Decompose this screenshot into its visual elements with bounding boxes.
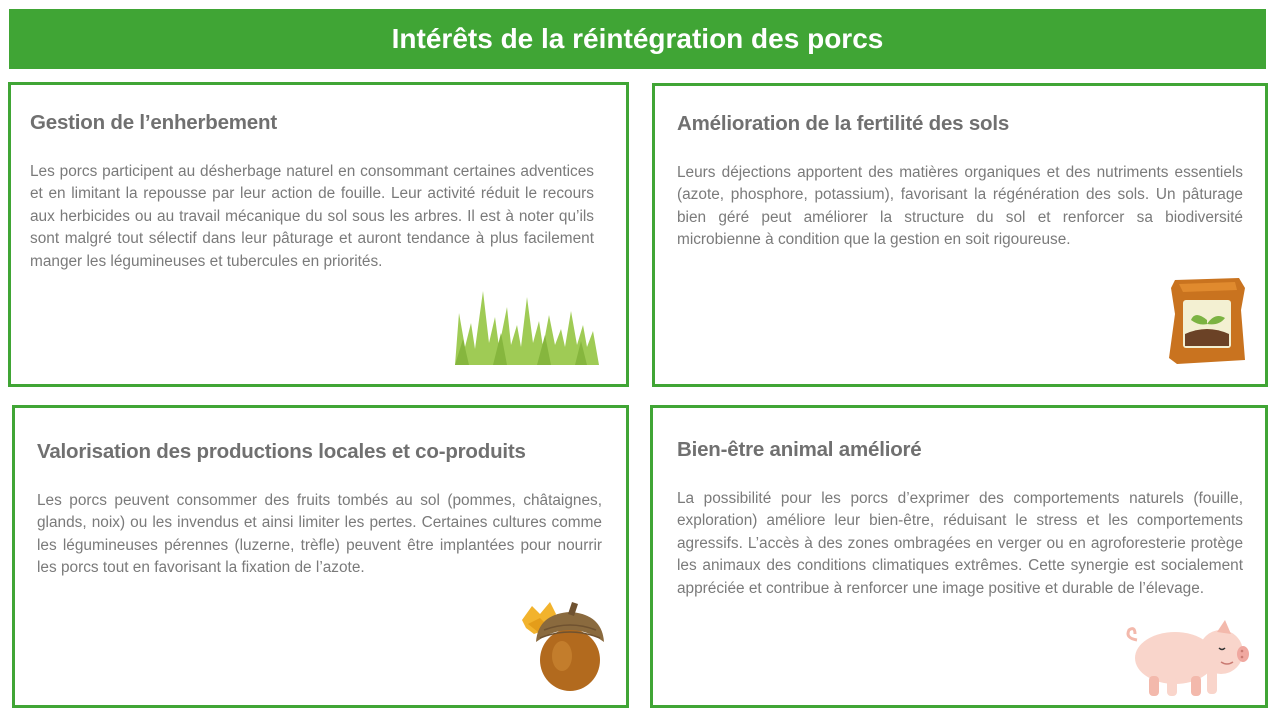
card-weed-management: [8, 82, 629, 387]
card-title: Valorisation des productions locales et co-produits: [37, 440, 526, 463]
acorn-icon: [518, 600, 614, 694]
fertilizer-bag-icon: [1165, 274, 1249, 368]
card-title: Amélioration de la fertilité des sols: [677, 112, 1010, 135]
grass-icon: [453, 285, 603, 367]
title-banner: [9, 9, 1266, 69]
card-title: Bien-être animal amélioré: [677, 438, 922, 461]
page-title: Intérêts de la réintégration des porcs: [391, 23, 884, 54]
card-local-production: [12, 405, 629, 708]
card-soil-fertility: [652, 83, 1268, 387]
card-text: La possibilité pour les porcs d’exprimer des comportements naturels (fouille, exploration) améliore leur bien-être, réduisant le stress et les comportements agressifs. L’accès à des zones ombragées en verger ou en agroforesterie protège les animaux des conditions climatiques extrêmes. Cette synergie est socialement appréciée et contribue à renforcer une image positive et durable de l’élevage.: [677, 490, 1243, 597]
card-title: Gestion de l’enherbement: [30, 111, 277, 134]
card-animal-welfare: [650, 405, 1268, 708]
card-text: Les porcs peuvent consommer des fruits tombés au sol (pommes, châtaignes, glands, noix) ou les invendus et ainsi limiter les pertes. Certaines cultures comme les légumineuses pérennes (luzerne, trèfle) peuvent être implantées pour nourrir les porcs tout en favorisant la fixation de l’azote.: [37, 492, 602, 577]
card-text: Leurs déjections apportent des matières organiques et des nutriments essentiels (azote, phosphore, potassium), favorisant la régénération des sols. Un pâturage bien géré peut améliorer la structure du sol et renforcer sa biodiversité microbienne à condition que la gestion en soit rigoureuse.: [677, 164, 1243, 249]
card-text: Les porcs participent au désherbage naturel en consommant certaines adventices et en limitant la repousse par leur action de fouille. Leur activité réduit le recours aux herbicides ou au travail mécanique du sol sous les arbres. Il est à noter qu’ils sont malgré tout sélectif dans leur pâturage et auront tendance à plus facilement manger les légumineuses et tubercules en priorités.: [30, 163, 594, 270]
pig-icon: [1121, 618, 1255, 698]
